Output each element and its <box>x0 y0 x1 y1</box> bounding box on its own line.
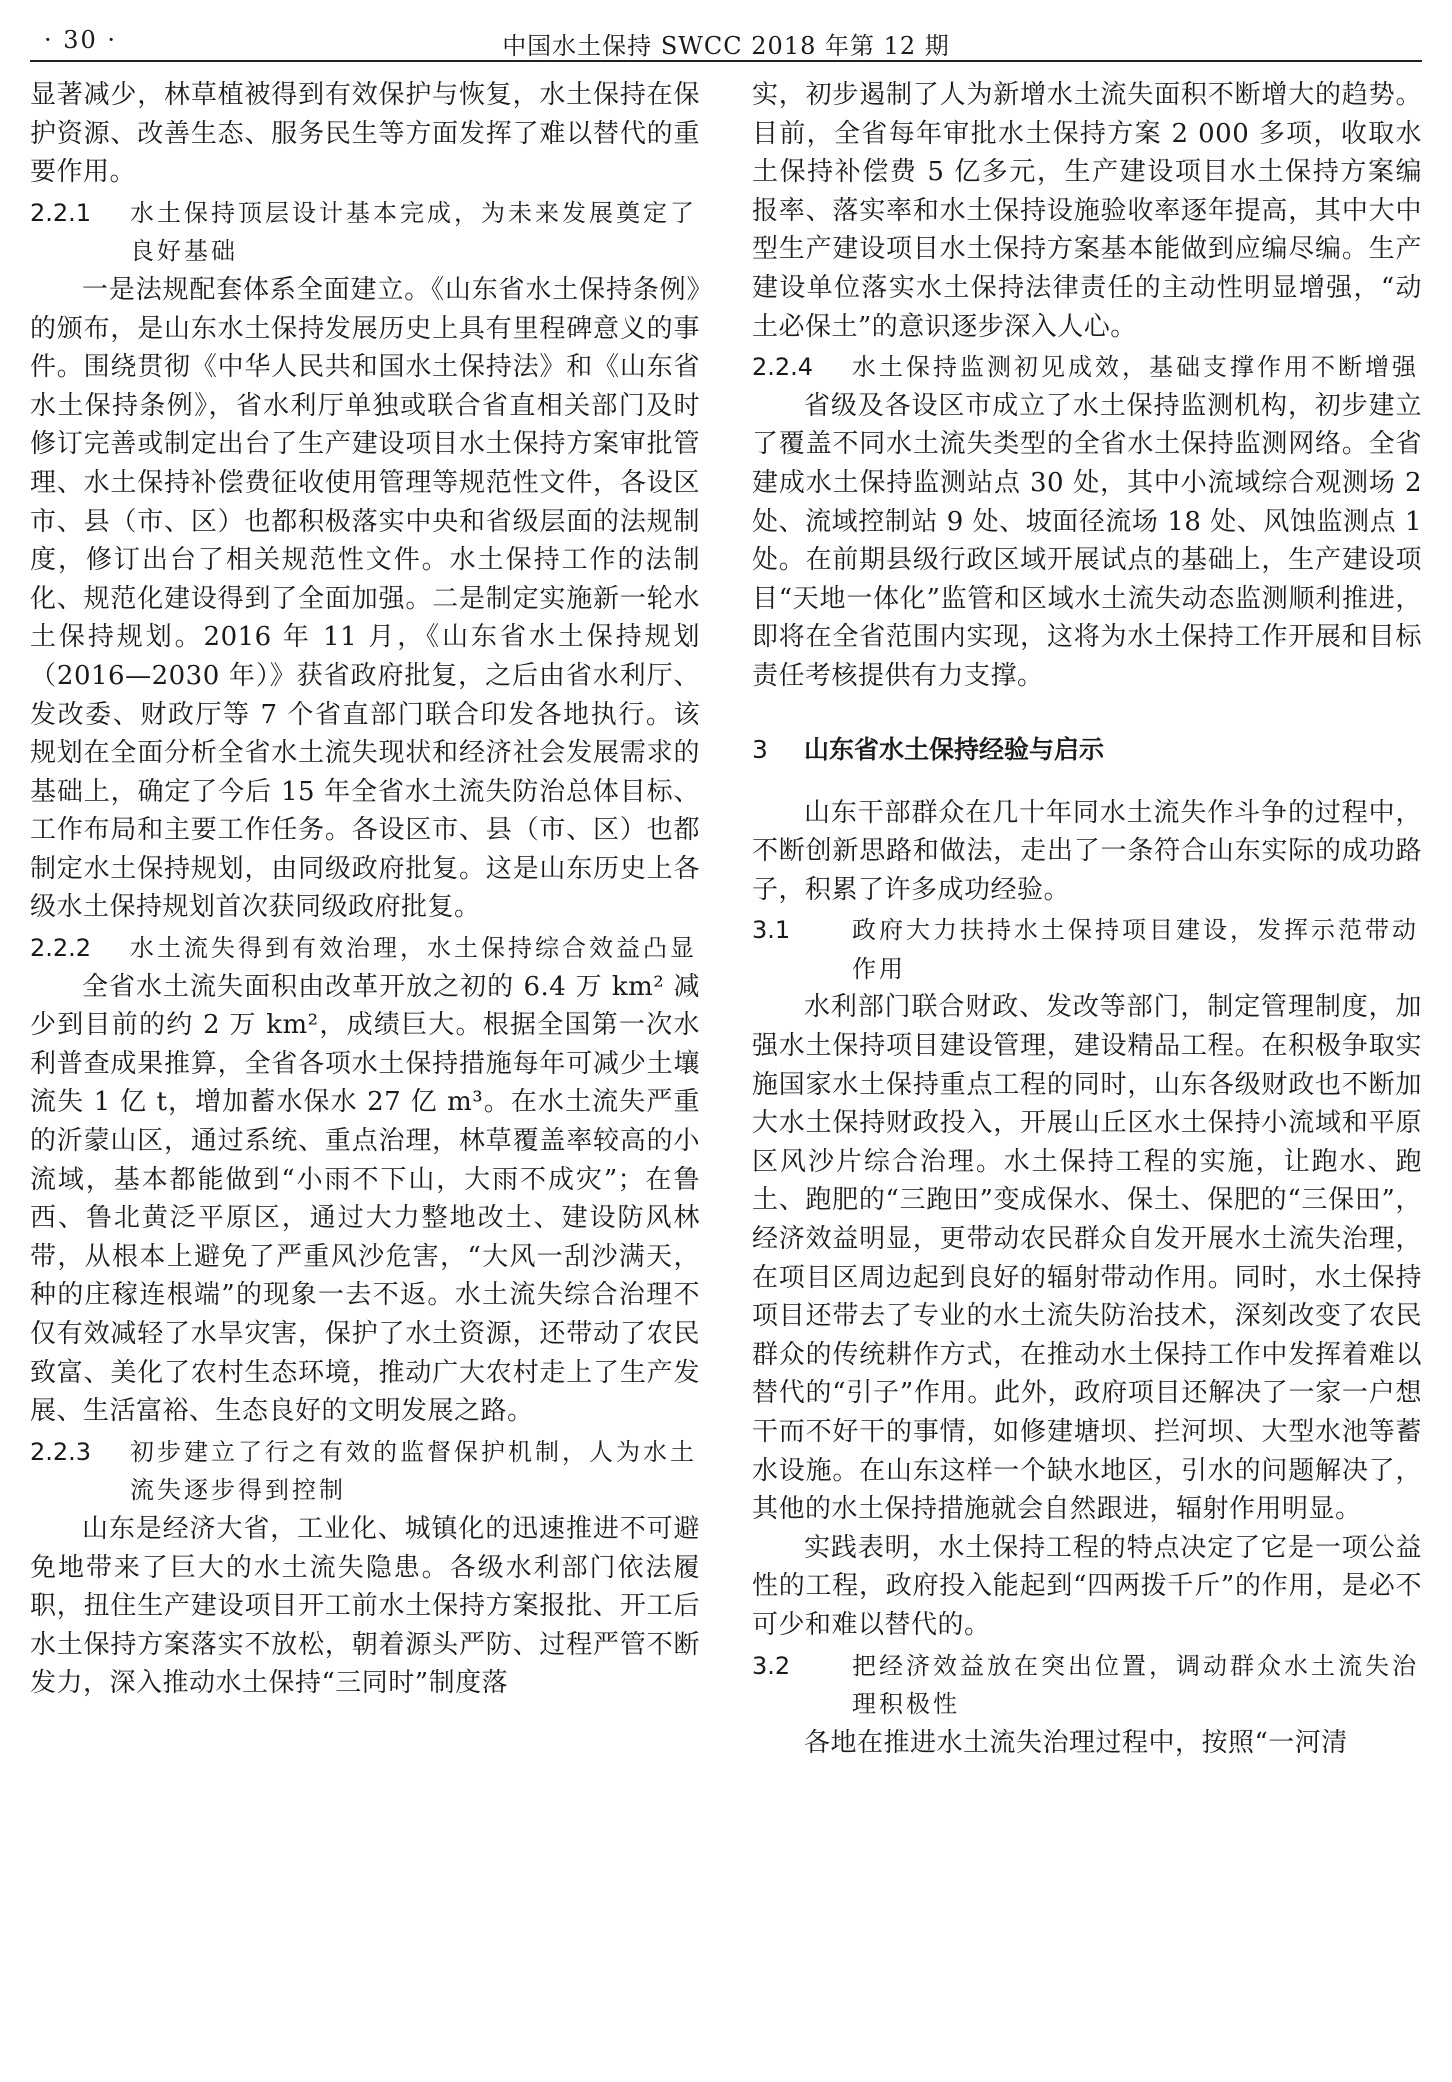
paragraph: 全省水土流失面积由改革开放之初的 6.4 万 km² 减少到目前的约 2 万 km²，成绩巨大。根据全国第一次水利普查成果推算，全省各项水土保持措施每年可减少土壤流失 1 亿 t，增加蓄水保水 27 亿 m³。在水土流失严重的沂蒙山区，通过系统、重点治理，林草覆盖率较高的小流域，基本都能做到“小雨不下山，大雨不成灾”；在鲁西、鲁北黄泛平原区，通过大力整地改土、建设防风林带，从根本上避免了严重风沙危害，“大风一刮沙满天，种的庄稼连根端”的现象一去不返。水土流失综合治理不仅有效减轻了水旱灾害，保护了水土资源，还带动了农民致富、美化了农村生态环境，推动广大农村走上了生产发展、生活富裕、生态良好的文明发展之路。 <box>30 971 700 1427</box>
section-title: 政府大力扶持水土保持项目建设，发挥示范带动作用 <box>852 916 1419 983</box>
paragraph: 实，初步遏制了人为新增水土流失面积不断增大的趋势。目前，全省每年审批水土保持方案 2 000 多项，收取水土保持补偿费 5 亿多元，生产建设项目水土保持方案编报率、落实率和水土保持设施验收率逐年提高，其中大中型生产建设项目水土保持方案基本能做到应编尽编。生产建设单位落实水土保持法律责任的主动性明显增强，“动土必保土”的意识逐步深入人心。 <box>752 80 1422 342</box>
section-number: 3.1 <box>752 916 791 945</box>
section-number: 2.2.1 <box>30 198 92 227</box>
section-title: 水土流失得到有效治理，水土保持综合效益凸显 <box>130 934 697 963</box>
paragraph: 山东是经济大省，工业化、城镇化的迅速推进不可避免地带来了巨大的水土流失隐患。各级水利部门依法履职，扭住生产建设项目开工前水土保持方案报批、开工后水土保持方案落实不放松，朝着源头严防、过程严管不断发力，深入推动水土保持“三同时”制度落 <box>30 1513 700 1699</box>
section-title: 把经济效益放在突出位置，调动群众水土流失治理积极性 <box>852 1651 1419 1719</box>
section-title: 山东省水土保持经验与启示 <box>804 734 1105 764</box>
journal-title: 中国水土保持 SWCC 2018 年第 12 期 <box>502 32 950 60</box>
section-title: 初步建立了行之有效的监督保护机制，人为水土流失逐步得到控制 <box>130 1437 697 1505</box>
section-heading-2-2-4 <box>752 348 1422 387</box>
section-heading-2-2-1 <box>30 194 700 271</box>
section-title: 水土保持监测初见成效，基础支撑作用不断增强 <box>852 353 1419 382</box>
section-heading-3 <box>752 732 1422 768</box>
left-column <box>30 76 700 2066</box>
section-heading-2-2-2 <box>30 929 700 968</box>
paragraph: 显著减少，林草植被得到有效保护与恢复，水土保持在保护资源、改善生态、服务民生等方面发挥了难以替代的重要作用。 <box>30 80 700 188</box>
section-number: 3.2 <box>752 1651 791 1680</box>
section-heading-3-1 <box>752 911 1422 988</box>
section-number: 3 <box>752 734 768 764</box>
section-heading-2-2-3 <box>30 1433 700 1510</box>
section-title: 水土保持顶层设计基本完成，为未来发展奠定了良好基础 <box>130 198 697 266</box>
paragraph: 各地在推进水土流失治理过程中，按照“一河清 <box>804 1727 1348 1758</box>
right-column <box>752 76 1422 2066</box>
section-heading-3-2 <box>752 1647 1422 1724</box>
section-number: 2.2.4 <box>752 353 814 382</box>
paragraph: 山东干部群众在几十年同水土流失作斗争的过程中，不断创新思路和做法，走出了一条符合山东实际的成功路子，积累了许多成功经验。 <box>752 797 1422 905</box>
paragraph: 水利部门联合财政、发改等部门，制定管理制度，加强水土保持项目建设管理，建设精品工程。在积极争取实施国家水土保持重点工程的同时，山东各级财政也不断加大水土保持财政投入，开展山丘区水土保持小流域和平原区风沙片综合治理。水土保持工程的实施，让跑水、跑土、跑肥的“三跑田”变成保水、保土、保肥的“三保田”，经济效益明显，更带动农民群众自发开展水土流失治理，在项目区周边起到良好的辐射带动作用。同时，水土保持项目还带去了专业的水土流失防治技术，深刻改变了农民群众的传统耕作方式，在推动水土保持工作中发挥着难以替代的“引子”作用。此外，政府项目还解决了一家一户想干而不好干的事情，如修建塘坝、拦河坝、大型水池等蓄水设施。在山东这样一个缺水地区，引水的问题解决了，其他的水土保持措施就会自然跟进，辐射作用明显。 <box>752 992 1422 1525</box>
paragraph: 实践表明，水土保持工程的特点决定了它是一项公益性的工程，政府投入能起到“四两拨千斤”的作用，是必不可少和难以替代的。 <box>752 1532 1422 1640</box>
paragraph: 省级及各设区市成立了水土保持监测机构，初步建立了覆盖不同水土流失类型的全省水土保持监测网络。全省建成水土保持监测站点 30 处，其中小流域综合观测场 2 处、流域控制站 9 处、坡面径流场 18 处、风蚀监测点 1 处。在前期县级行政区域开展试点的基础上，生产建设项目“天地一体化”监管和区域水土流失动态监测顺利推进，即将在全省范围内实现，这将为水土保持工作开展和目标责任考核提供有力支撑。 <box>752 390 1422 691</box>
section-number: 2.2.3 <box>30 1437 92 1466</box>
paragraph: 一是法规配套体系全面建立。《山东省水土保持条例》的颁布，是山东水土保持发展历史上具有里程碑意义的事件。围绕贯彻《中华人民共和国水土保持法》和《山东省水土保持条例》，省水利厅单独或联合省直相关部门及时修订完善或制定出台了生产建设项目水土保持方案审批管理、水土保持补偿费征收使用管理等规范性文件，各设区市、县（市、区）也都积极落实中央和省级层面的法规制度，修订出台了相关规范性文件。水土保持工作的法制化、规范化建设得到了全面加强。二是制定实施新一轮水土保持规划。2016 年 11 月，《山东省水土保持规划（2016—2030 年）》获省政府批复，之后由省水利厅、发改委、财政厅等 7 个省直部门联合印发各地执行。该规划在全面分析全省水土流失现状和经济社会发展需求的基础上，确定了今后 15 年全省水土流失防治总体目标、工作布局和主要工作任务。各设区市、县（市、区）也都制定水土保持规划，由同级政府批复。这是山东历史上各级水土保持规划首次获同级政府批复。 <box>30 274 700 923</box>
header-rule <box>30 60 1422 62</box>
section-number: 2.2.2 <box>30 934 92 963</box>
page-number: · 30 · <box>44 26 118 54</box>
running-header <box>0 0 1452 58</box>
